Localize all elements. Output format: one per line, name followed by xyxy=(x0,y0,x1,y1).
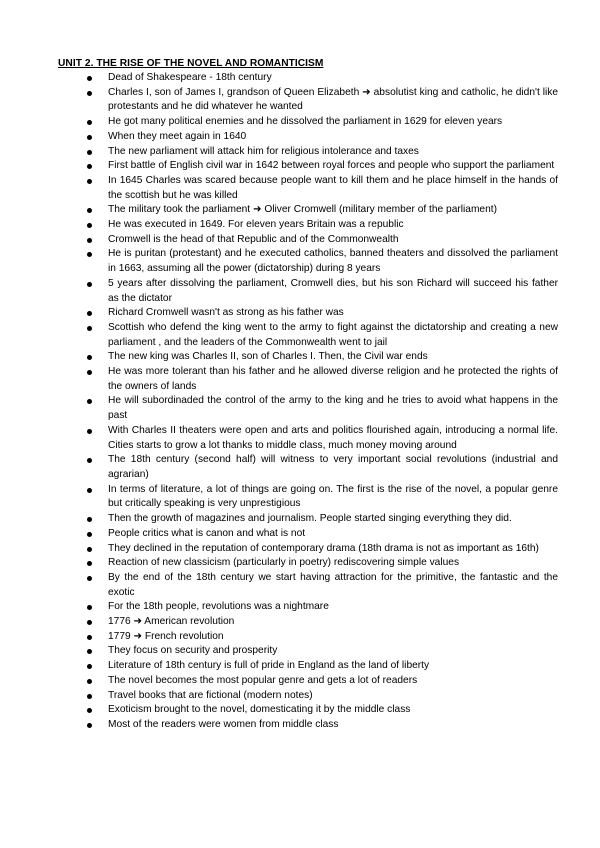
bullet-icon xyxy=(87,238,92,243)
bullet-icon xyxy=(87,679,92,684)
bullet-text: Dead of Shakespeare - 18th century xyxy=(108,72,272,83)
bullet-text: Travel books that are fictional (modern notes) xyxy=(108,689,313,701)
bullet-text: In 1645 Charles was scared because people want to kill them and he place himself in the hands of the scottish but he was killed xyxy=(108,174,558,201)
list-item xyxy=(0,512,558,527)
bullet-icon xyxy=(87,561,92,566)
bullet-icon xyxy=(87,708,92,713)
bullet-icon xyxy=(87,76,92,81)
list-item xyxy=(0,71,558,86)
list-item xyxy=(0,145,558,160)
bullet-icon xyxy=(87,532,92,537)
bullet-text: He is puritan (protestant) and he executed catholics, banned theaters and dissolved the parliament in 1663, assuming all the power (dictatorship) during 8 years xyxy=(108,248,558,275)
bullet-icon xyxy=(87,355,92,360)
bullet-icon xyxy=(87,326,92,331)
list-item xyxy=(0,644,558,659)
bullet-text: Richard Cromwell wasn't as strong as his father was xyxy=(108,307,344,319)
list-item xyxy=(0,130,558,145)
bullet-text: When they meet again in 1640 xyxy=(108,130,247,142)
bullet-icon xyxy=(87,252,92,257)
list-item xyxy=(0,394,558,423)
list-item xyxy=(0,159,558,174)
bullet-text: He will subordinaded the control of the army to the king and he tries to avoid what happens in the past xyxy=(108,395,558,422)
list-item xyxy=(0,350,558,365)
list-item xyxy=(0,277,558,306)
bullet-icon xyxy=(87,635,92,640)
bullet-text: Charles I, son of James I, grandson of Queen Elizabeth ➜ absolutist king and catholic, he didn't like protestants and he did whatever he wanted xyxy=(108,86,558,113)
list-item xyxy=(0,247,558,276)
bullet-text: The military took the parliament ➜ Oliver Cromwell (military member of the parliament) xyxy=(108,204,497,216)
bullet-icon xyxy=(87,150,92,155)
bullet-text: They focus on security and prosperity xyxy=(108,645,278,657)
bullet-text: 1776 ➜ American revolution xyxy=(108,616,235,628)
list-item xyxy=(0,718,558,733)
bullet-text: Most of the readers were women from middle class xyxy=(108,718,339,730)
list-item xyxy=(0,703,558,718)
bullet-text: People critics what is canon and what is not xyxy=(108,527,306,539)
bullet-icon xyxy=(87,179,92,184)
bullet-icon xyxy=(87,223,92,228)
bullet-icon xyxy=(87,517,92,522)
list-item xyxy=(0,600,558,615)
bullet-icon xyxy=(87,664,92,669)
list-item xyxy=(0,424,558,453)
list-item xyxy=(0,615,558,630)
bullet-icon xyxy=(87,429,92,434)
bullet-icon xyxy=(87,311,92,316)
list-item xyxy=(0,218,558,233)
bullet-icon xyxy=(87,576,92,581)
bullet-text: He was executed in 1649. For eleven years Britain was a republic xyxy=(108,219,404,231)
bullet-text: First battle of English civil war in 1642 between royal forces and people who support the parliament xyxy=(108,160,555,172)
list-item xyxy=(0,483,558,512)
list-item xyxy=(0,542,558,557)
bullet-icon xyxy=(87,694,92,699)
list-item xyxy=(0,571,558,600)
list-item xyxy=(0,203,558,218)
bullet-icon xyxy=(87,458,92,463)
bullet-icon xyxy=(87,649,92,654)
bullet-text: The new king was Charles II, son of Charles I. Then, the Civil war ends xyxy=(108,351,428,363)
page-heading: UNIT 2. THE RISE OF THE NOVEL AND ROMANTICISM xyxy=(58,58,324,69)
list-item xyxy=(0,115,558,130)
list-item xyxy=(0,365,558,394)
list-item xyxy=(0,527,558,542)
list-item xyxy=(0,674,558,689)
bullet-icon xyxy=(87,164,92,169)
bullet-text: Literature of 18th century is full of pride in England as the land of liberty xyxy=(108,660,430,672)
bullet-text: Then the growth of magazines and journalism. People started singing everything they did. xyxy=(108,513,512,525)
list-item xyxy=(0,174,558,203)
bullet-text: They declined in the reputation of contemporary drama (18th drama is not as important as 16th) xyxy=(108,542,539,554)
bullet-text: The novel becomes the most popular genre and gets a lot of readers xyxy=(108,674,418,686)
bullet-text: Reaction of new classicism (particularly in poetry) rediscovering simple values xyxy=(108,557,460,569)
bullet-text: For the 18th people, revolutions was a nightmare xyxy=(108,601,329,613)
bullet-text: In terms of literature, a lot of things are going on. The first is the rise of the novel, a popular genre but critically speaking is very unprestigious xyxy=(108,483,558,510)
bullet-icon xyxy=(87,282,92,287)
list-item xyxy=(0,659,558,674)
bullet-text: He got many political enemies and he dissolved the parliament in 1629 for eleven years xyxy=(108,116,503,128)
bullet-icon xyxy=(87,135,92,140)
bullet-text: Cromwell is the head of that Republic and of the Commonwealth xyxy=(108,233,399,245)
bullet-text: The 18th century (second half) will witness to very important social revolutions (industrial and agrarian) xyxy=(108,454,558,480)
list-item xyxy=(0,630,558,645)
bullet-icon xyxy=(87,370,92,375)
bullet-icon xyxy=(87,208,92,213)
bullet-icon xyxy=(87,620,92,625)
bullet-text: 5 years after dissolving the parliament, Cromwell dies, but his son Richard will succeed his father as the dictator xyxy=(108,277,558,304)
bullet-icon xyxy=(87,723,92,728)
list-item xyxy=(0,306,558,321)
bullet-text: By the end of the 18th century we start having attraction for the primitive, the fantastic and the exotic xyxy=(108,571,558,598)
list-item xyxy=(0,689,558,704)
bullet-text: He was more tolerant than his father and he allowed diverse religion and he protected the rights of the owners of lands xyxy=(108,366,558,392)
bullet-text: Scottish who defend the king went to the army to fight against the dictatorship and creating a new parliament , and the leaders of the Commonwealth went to jail xyxy=(108,321,558,348)
bullet-icon xyxy=(87,91,92,96)
list-item xyxy=(0,233,558,248)
bullet-list xyxy=(0,71,600,733)
bullet-text: The new parliament will attack him for religious intolerance and taxes xyxy=(108,145,419,157)
bullet-text: 1779 ➜ French revolution xyxy=(108,630,224,642)
bullet-text: With Charles II theaters were open and arts and politics flourished again, introducing a normal life. Cities starts to grow a lot thanks to middle class, much money moving around xyxy=(108,424,558,451)
list-item xyxy=(0,453,558,482)
bullet-icon xyxy=(87,120,92,125)
list-item xyxy=(0,556,558,571)
bullet-text: Exoticism brought to the novel, domesticating it by the middle class xyxy=(108,704,411,716)
bullet-icon xyxy=(87,488,92,493)
bullet-icon xyxy=(87,605,92,610)
bullet-icon xyxy=(87,399,92,404)
list-item xyxy=(0,321,558,350)
list-item xyxy=(0,86,558,115)
bullet-icon xyxy=(87,547,92,552)
